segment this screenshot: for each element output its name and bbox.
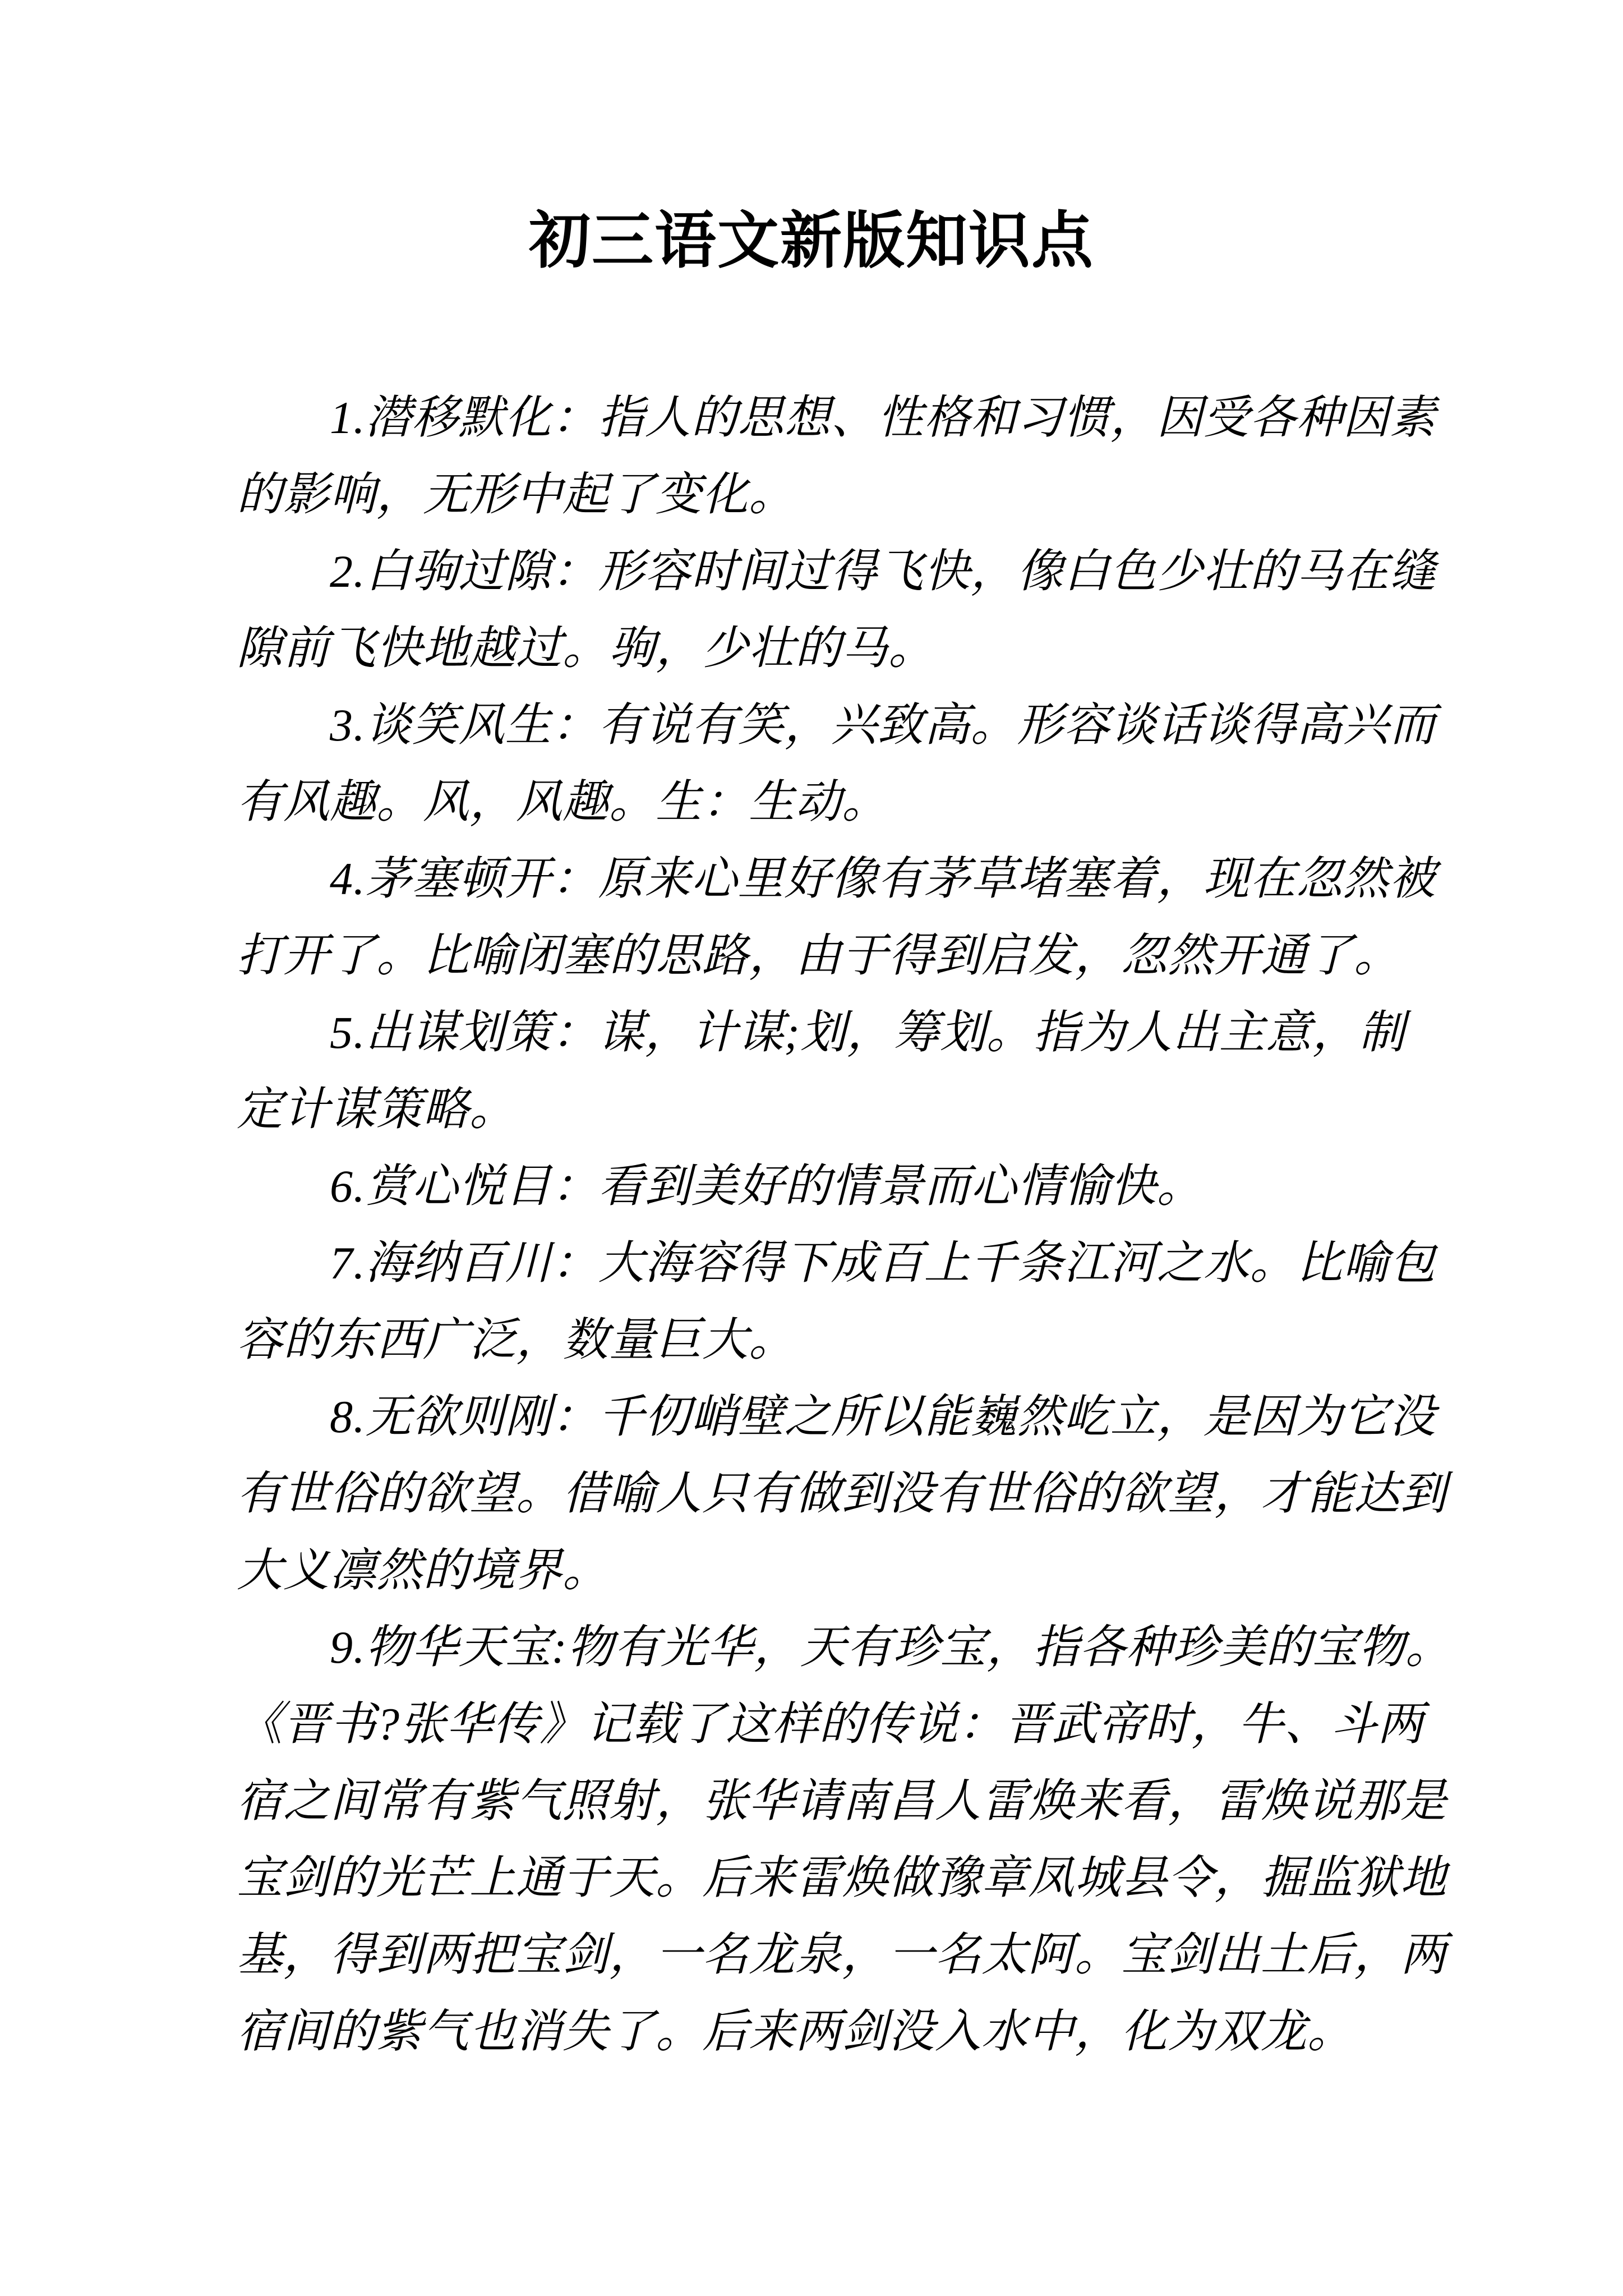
paragraph-8 xyxy=(237,1378,1447,1609)
paragraph-7 xyxy=(237,1225,1436,1378)
text-line: 打开了。比喻闭塞的思路，由于得到启发，忽然开通了。 xyxy=(237,930,1400,981)
text-line: 2.白驹过隙：形容时间过得飞快，像白色少壮的马在缝 xyxy=(330,546,1436,597)
text-line: 宝剑的光芒上通于天。后来雷焕做豫章凤城县令，掘监狱地 xyxy=(237,1852,1447,1903)
paragraph-5 xyxy=(237,994,1431,1148)
text-line: 1.潜移默化：指人的思想、性格和习惯，因受各种因素 xyxy=(330,392,1436,443)
text-line: 有世俗的欲望。借喻人只有做到没有世俗的欲望，才能达到 xyxy=(237,1468,1447,1519)
text-line: 3.谈笑风生：有说有笑，兴致高。形容谈话谈得高兴而 xyxy=(330,700,1436,751)
text-line: 《晋书?张华传》记载了这样的传说：晋武帝时，牛、斗两 xyxy=(237,1699,1424,1750)
text-line: 4.茅塞顿开：原来心里好像有茅草堵塞着，现在忽然被 xyxy=(330,853,1436,904)
document-body xyxy=(237,379,1452,2070)
document-title: 初三语文新版知识点 xyxy=(529,207,1094,275)
text-line: 有风趣。风，风趣。生：生动。 xyxy=(237,776,888,827)
text-line: 基，得到两把宝剑，一名龙泉，一名太阿。宝剑出土后，两 xyxy=(237,1929,1447,1980)
paragraph-6 xyxy=(237,1148,1431,1225)
text-line: 8.无欲则刚：千仞峭壁之所以能巍然屹立，是因为它没 xyxy=(330,1391,1436,1442)
text-line: 宿间的紫气也消失了。后来两剑没入水中，化为双龙。 xyxy=(237,2006,1354,2057)
paragraph-3 xyxy=(237,687,1436,840)
text-line: 6.赏心悦目：看到美好的情景而心情愉快。 xyxy=(330,1161,1204,1212)
paragraph-4 xyxy=(237,840,1436,994)
text-line: 定计谋策略。 xyxy=(237,1084,516,1135)
text-line: 的影响，无形中起了变化。 xyxy=(237,469,795,520)
paragraph-1 xyxy=(237,379,1436,533)
paragraph-2 xyxy=(237,533,1436,687)
text-line: 隙前飞快地越过。驹，少壮的马。 xyxy=(237,623,935,674)
text-line: 9.物华天宝:物有光华，天有珍宝，指各种珍美的宝物。 xyxy=(330,1622,1452,1673)
text-line: 大义凛然的境界。 xyxy=(237,1545,609,1596)
text-line: 7.海纳百川：大海容得下成百上千条江河之水。比喻包 xyxy=(330,1237,1436,1289)
paragraph-9 xyxy=(237,1609,1452,2070)
text-line: 5.出谋划策：谋，计谋;划，筹划。指为人出主意，制 xyxy=(330,1007,1405,1058)
text-line: 宿之间常有紫气照射，张华请南昌人雷焕来看，雷焕说那是 xyxy=(237,1775,1447,1826)
text-line: 容的东西广泛，数量巨大。 xyxy=(237,1314,795,1365)
